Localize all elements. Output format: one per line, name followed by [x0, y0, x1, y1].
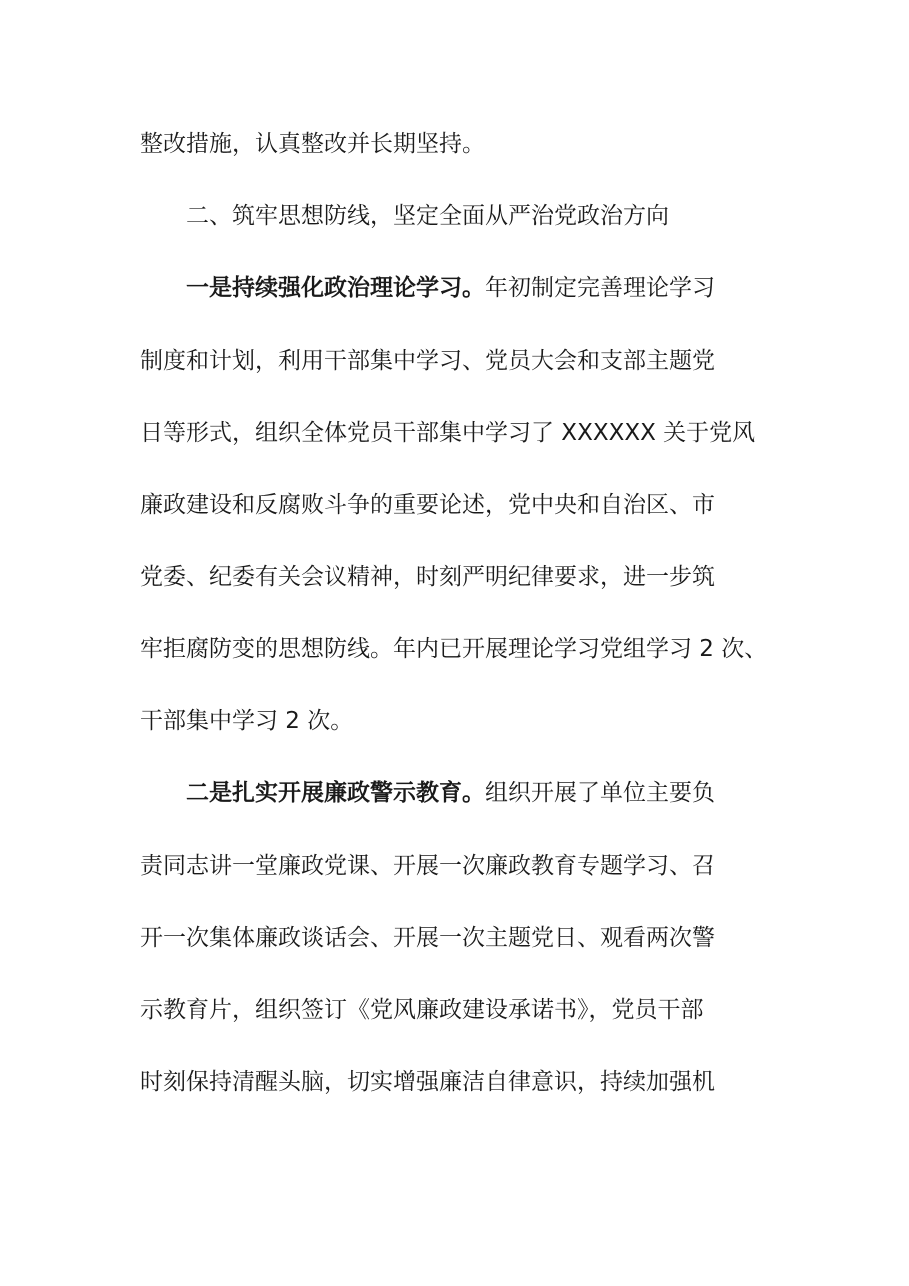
- paragraph-line: 干部集中学习 2 次。: [140, 708, 354, 734]
- paragraph-line: 日等形式，组织全体党员干部集中学习了 XXXXXX 关于党风: [140, 420, 756, 446]
- paragraph-line: 责同志讲一堂廉政党课、开展一次廉政教育专题学习、召: [140, 853, 715, 879]
- paragraph-lead-bold: 二是扎实开展廉政警示教育。: [186, 780, 485, 806]
- paragraph-line: 廉政建设和反腐败斗争的重要论述，党中央和自治区、市: [140, 492, 715, 518]
- paragraph-line: 示教育片，组织签订《党风廉政建设承诺书》，党员干部: [140, 997, 704, 1023]
- paragraph-lead-bold: 一是持续强化政治理论学习。: [186, 275, 485, 301]
- paragraph-lead-rest: 年初制定完善理论学习: [485, 275, 715, 301]
- paragraph-line: 牢拒腐防变的思想防线。年内已开展理论学习党组学习 2 次、: [140, 636, 768, 662]
- paragraph-line: 开一次集体廉政谈话会、开展一次主题党日、观看两次警: [140, 925, 715, 951]
- paragraph-line: 党委、纪委有关会议精神，时刻严明纪律要求，进一步筑: [140, 564, 715, 590]
- paragraph-line: 制度和计划，利用干部集中学习、党员大会和支部主题党: [140, 348, 715, 374]
- paragraph-line: 整改措施，认真整改并长期坚持。: [140, 131, 485, 157]
- paragraph-first-line: [186, 773, 715, 813]
- section-heading: 二、筑牢思想防线，坚定全面从严治党政治方向: [186, 203, 669, 229]
- paragraph-lead-rest: 组织开展了单位主要负: [485, 780, 715, 806]
- paragraph-line: 时刻保持清醒头脑，切实增强廉洁自律意识，持续加强机: [140, 1069, 715, 1095]
- paragraph-first-line: [186, 268, 715, 308]
